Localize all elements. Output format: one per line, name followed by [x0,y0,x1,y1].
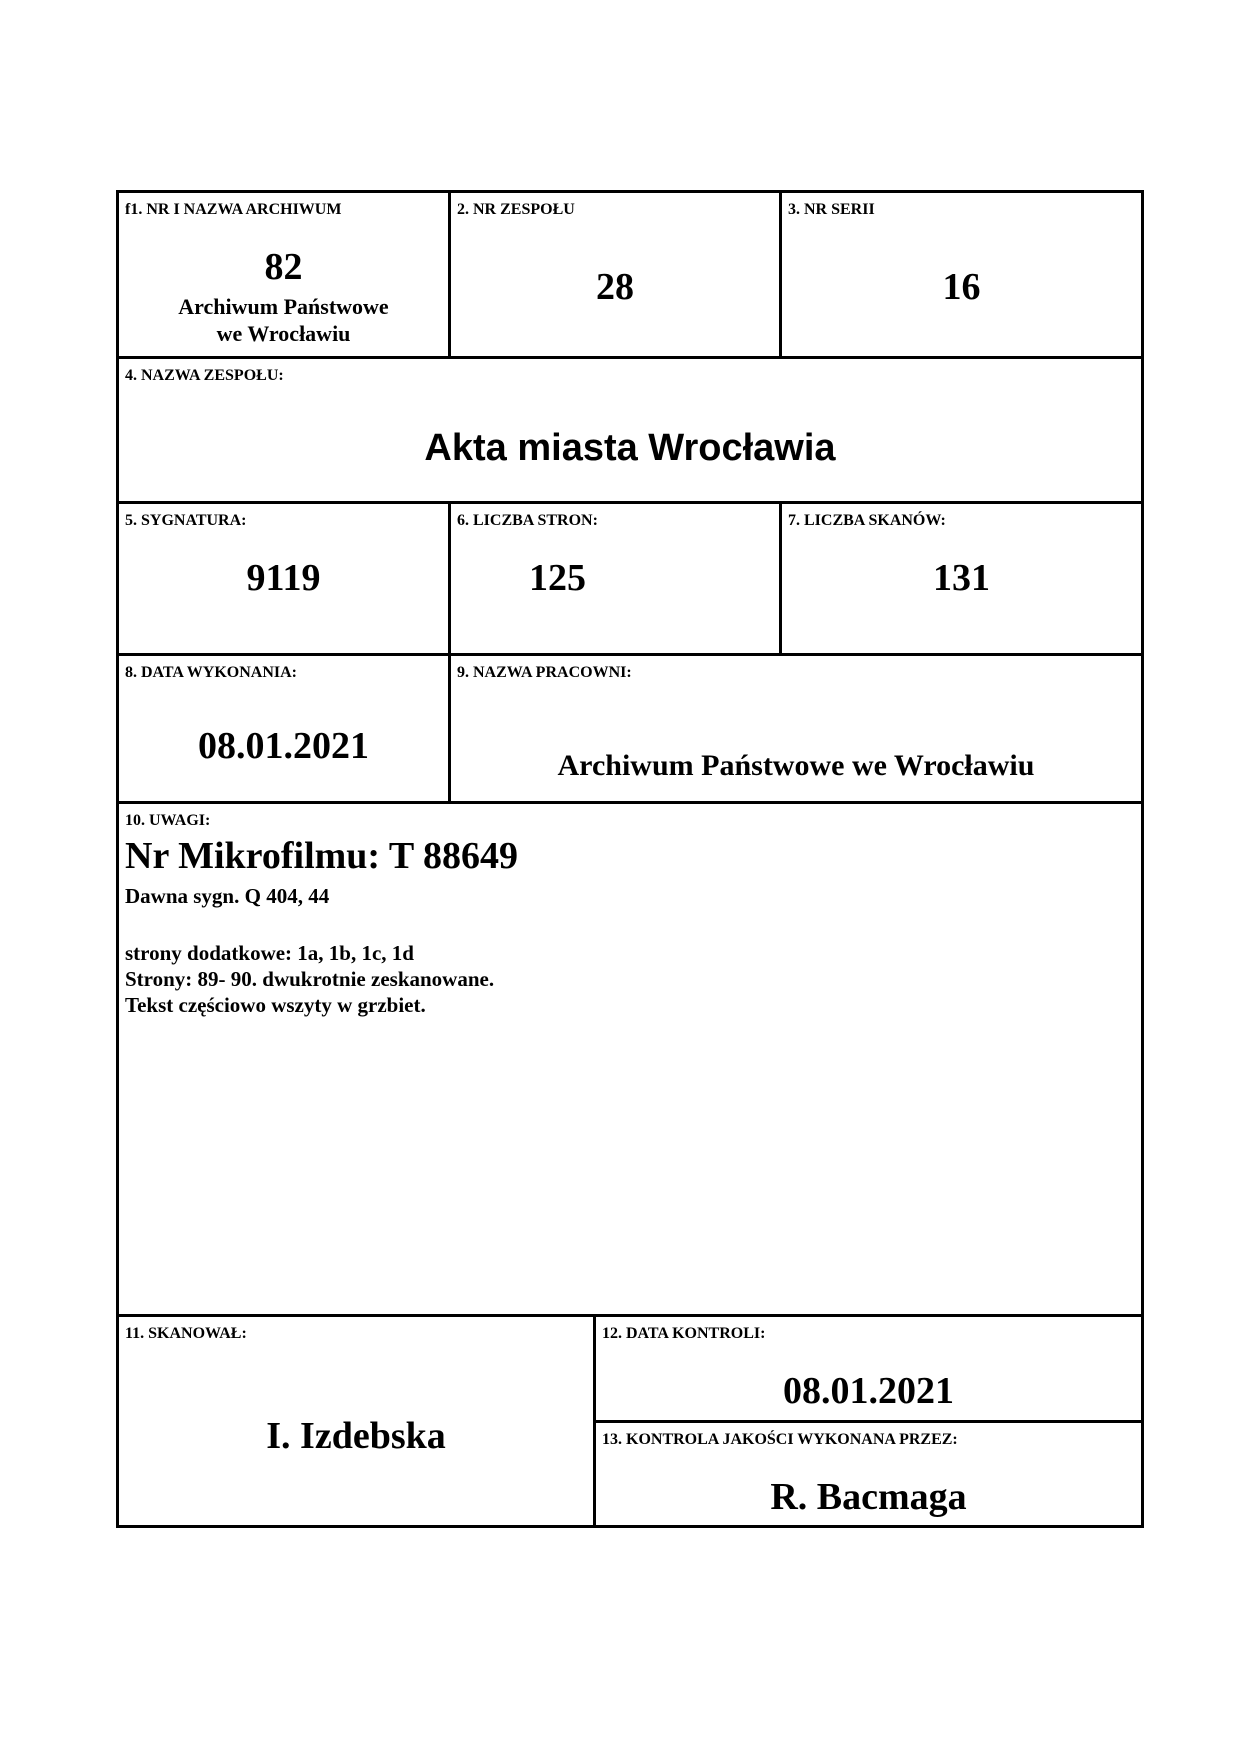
creation-date-cell [119,653,448,801]
extra-pages: strony dodatkowe: 1a, 1b, 1c, 1d [125,941,414,965]
scanned-by-label: 11. SKANOWAŁ: [125,1325,247,1342]
control-date-cell [593,1314,1141,1420]
fond-name-cell [119,356,1141,501]
scan-count-label: 7. LICZBA SKANÓW: [788,512,946,529]
control-date-value: 08.01.2021 [783,1370,954,1412]
series-number-cell [779,193,1141,356]
series-number-value: 16 [942,266,981,308]
archive-cell [119,193,448,356]
archive-number: 82 [264,246,303,288]
quality-control-value: R. Bacmaga [770,1476,967,1518]
creation-date-value: 08.01.2021 [198,725,369,767]
archive-name-line2: we Wrocławiu [216,321,351,346]
creation-date-label: 8. DATA WYKONANIA: [125,664,298,681]
page-count-label: 6. LICZBA STRON: [457,512,598,529]
quality-control-cell [593,1420,1141,1525]
signature-cell [119,501,448,653]
microfilm-number: Nr Mikrofilmu: T 88649 [125,835,519,877]
quality-control-label: 13. KONTROLA JAKOŚCI WYKONANA PRZEZ: [602,1431,958,1448]
notes-label: 10. UWAGI: [125,812,211,829]
archive-label: f1. NR I NAZWA ARCHIWUM [125,201,342,218]
old-signature: Dawna sygn. Q 404, 44 [125,884,330,908]
notes-cell [119,801,1141,1314]
fond-number-label: 2. NR ZESPOŁU [457,201,575,218]
workshop-name-label: 9. NAZWA PRACOWNI: [457,664,632,681]
scan-count-value: 131 [933,557,990,599]
fond-number-cell [448,193,779,356]
signature-value: 9119 [246,557,321,599]
fond-name-label: 4. NAZWA ZESPOŁU: [125,367,284,384]
double-scanned-pages: Strony: 89- 90. dwukrotnie zeskanowane. [125,967,495,991]
scanned-by-value: I. Izdebska [266,1415,446,1457]
page-count-cell [448,501,779,653]
fond-number-value: 28 [596,266,634,308]
page-count-value: 125 [529,557,586,599]
series-number-label: 3. NR SERII [788,201,875,218]
signature-label: 5. SYGNATURA: [125,512,247,529]
workshop-name-cell [448,653,1141,801]
fond-name-value: Akta miasta Wrocławia [424,427,836,469]
scan-count-cell [779,501,1141,653]
archive-name-line1: Archiwum Państwowe [178,294,389,319]
scanned-by-cell [119,1314,593,1525]
workshop-name-value: Archiwum Państwowe we Wrocławiu [557,749,1035,782]
binding-note: Tekst częściowo wszyty w grzbiet. [125,993,426,1017]
control-date-label: 12. DATA KONTROLI: [602,1325,766,1342]
metadata-card [116,190,1144,1528]
